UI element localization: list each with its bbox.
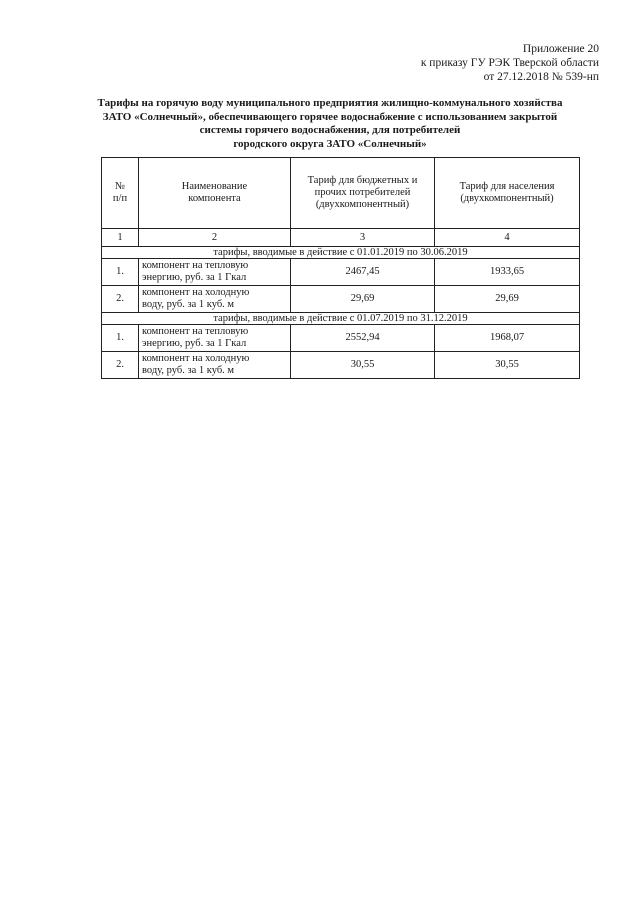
period-row [102,313,580,325]
appendix-number: Приложение 20 [522,43,599,55]
header-number: № п/п [102,158,139,229]
column-numbers-row [102,229,580,247]
component-name: компонент на холодную воду, руб. за 1 куб. м [139,352,291,379]
population-tariff-value: 29,69 [435,286,580,313]
period-row [102,247,580,259]
component-name: компонент на тепловую энергию, руб. за 1 Гкал [139,259,291,286]
component-name: компонент на тепловую энергию, руб. за 1 Гкал [139,325,291,352]
budget-tariff-value: 2467,45 [291,259,435,286]
column-number: 1 [102,229,139,247]
title-line-1: Тарифы на горячую воду муниципального предприятия жилищно-коммунального хозяйства [97,97,563,109]
population-tariff-value: 30,55 [435,352,580,379]
budget-tariff-value: 29,69 [291,286,435,313]
population-tariff-value: 1968,07 [435,325,580,352]
table-row [102,325,580,352]
title-line-3: системы горячего водоснабжения, для потребителей [199,124,461,136]
appendix-date: от 27.12.2018 № 539-нп [483,71,599,83]
period-label: тарифы, вводимые в действие с 01.01.2019 по 30.06.2019 [102,247,580,259]
document-title [80,97,580,151]
appendix-reference [421,42,599,84]
row-number: 2. [102,286,139,313]
component-name: компонент на холодную воду, руб. за 1 куб. м [139,286,291,313]
table-row [102,286,580,313]
budget-tariff-value: 30,55 [291,352,435,379]
table-header-row [102,158,580,229]
header-budget-tariff: Тариф для бюджетных и прочих потребителей (двухкомпонентный) [291,158,435,229]
budget-tariff-value: 2552,94 [291,325,435,352]
title-line-2: ЗАТО «Солнечный», обеспечивающего горячее водоснабжение с использованием закрытой [102,110,558,123]
population-tariff-value: 1933,65 [435,259,580,286]
appendix-order: к приказу ГУ РЭК Тверской области [420,57,599,69]
header-component-name: Наименование компонента [139,158,291,229]
row-number: 2. [102,352,139,379]
column-number: 2 [139,229,291,247]
column-number: 3 [291,229,435,247]
table-row [102,259,580,286]
period-label: тарифы, вводимые в действие с 01.07.2019 по 31.12.2019 [102,313,580,325]
table-row [102,352,580,379]
row-number: 1. [102,259,139,286]
header-population-tariff: Тариф для населения (двухкомпонентный) [435,158,580,229]
title-line-4: городского округа ЗАТО «Солнечный» [233,137,427,150]
column-number: 4 [435,229,580,247]
tariff-table [101,157,580,379]
row-number: 1. [102,325,139,352]
